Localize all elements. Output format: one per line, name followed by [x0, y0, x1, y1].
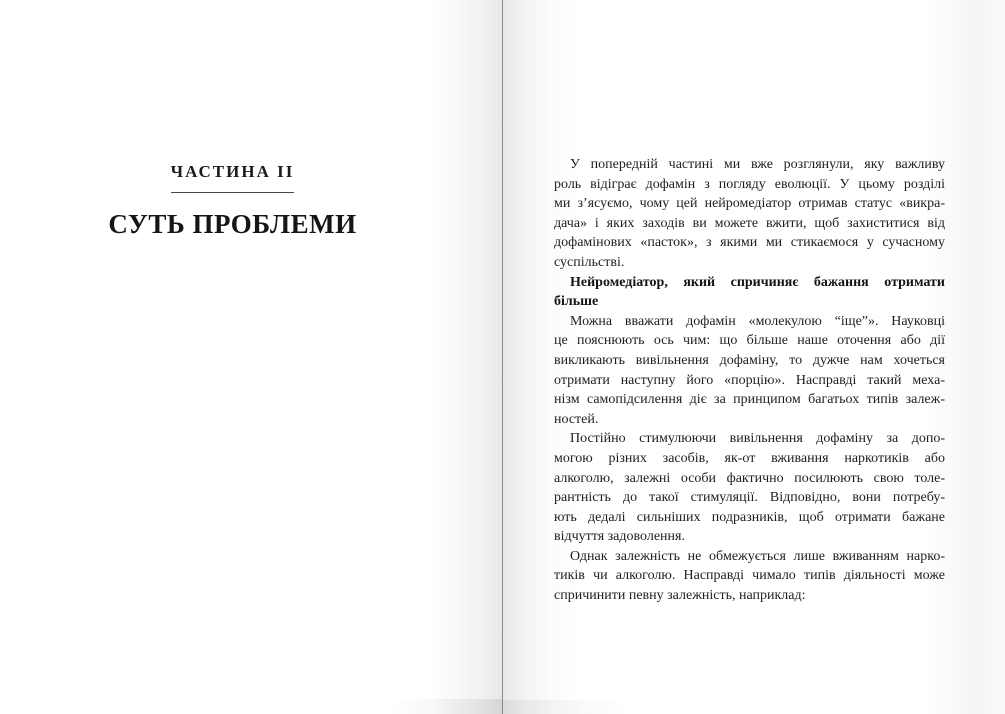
text-line: ють дедалі сильніших подразників, щоб отримати бажане [554, 509, 945, 525]
text-line: це пояснюють ось чим: що більше наше оточення або дії [554, 333, 945, 349]
text-line: ми з’ясуємо, чому цей нейромедіатор отримав статус «викра- [554, 196, 945, 212]
text-line: ностей. [554, 411, 599, 427]
text-line: могою різних засобів, як-от вживання наркотиків або [554, 450, 945, 466]
text-column [554, 155, 945, 606]
text-line: отримати наступну його «порцію». Насправді такий меха- [554, 372, 945, 388]
paragraph [554, 547, 945, 606]
paragraph [554, 429, 945, 547]
text-line: роль відіграє дофамін з погляду еволюції. У цьому розділі [554, 176, 945, 192]
section-heading-line: Нейромедіатор, який спричиняє бажання отримати [570, 274, 945, 290]
text-line: нізм самопідсилення діє за принципом багатьох типів залеж- [554, 392, 945, 408]
left-page [0, 0, 502, 714]
text-line: відчуття задоволення. [554, 529, 685, 545]
text-line: Однак залежність не обмежується лише вживанням нарко- [570, 548, 945, 564]
text-line: Можна вважати дофамін «молекулою “іще”». Науковці [570, 313, 945, 329]
text-line: тиків чи алкоголю. Насправді чимало типів діяльності може [554, 568, 945, 584]
text-line: дофамінових «пасток», з якими ми стикаємося у сучасному [554, 235, 945, 251]
section-heading-line: більше [554, 294, 599, 310]
text-line: спричинити певну залежність, наприклад: [554, 588, 806, 604]
paragraph [554, 312, 945, 430]
text-line: У попередній частині ми вже розглянули, яку важливу [570, 157, 945, 172]
text-line: суспільстві. [554, 254, 625, 270]
part-opener [30, 162, 435, 239]
paragraph [554, 155, 945, 273]
part-title: СУТЬ ПРОБЛЕМИ [108, 209, 357, 239]
part-divider [171, 192, 294, 193]
section-heading [554, 273, 945, 312]
page-bottom-edge-left [392, 699, 502, 714]
text-line: алкоголю, залежні особи фактично посилюють свою толе- [554, 470, 945, 486]
right-page-content [503, 0, 1005, 714]
text-line: дача» і яких заходів ви можете вжити, щоб захиститися від [554, 215, 945, 231]
text-line: Постійно стимулюючи вивільнення дофаміну за допо- [570, 431, 945, 447]
part-label: ЧАСТИНА II [170, 162, 295, 181]
text-line: рантність до такої стимуляції. Відповідно, вони потребу- [554, 490, 945, 506]
text-line: викликають вивільнення дофаміну, то дужче нам хочеться [554, 352, 945, 368]
